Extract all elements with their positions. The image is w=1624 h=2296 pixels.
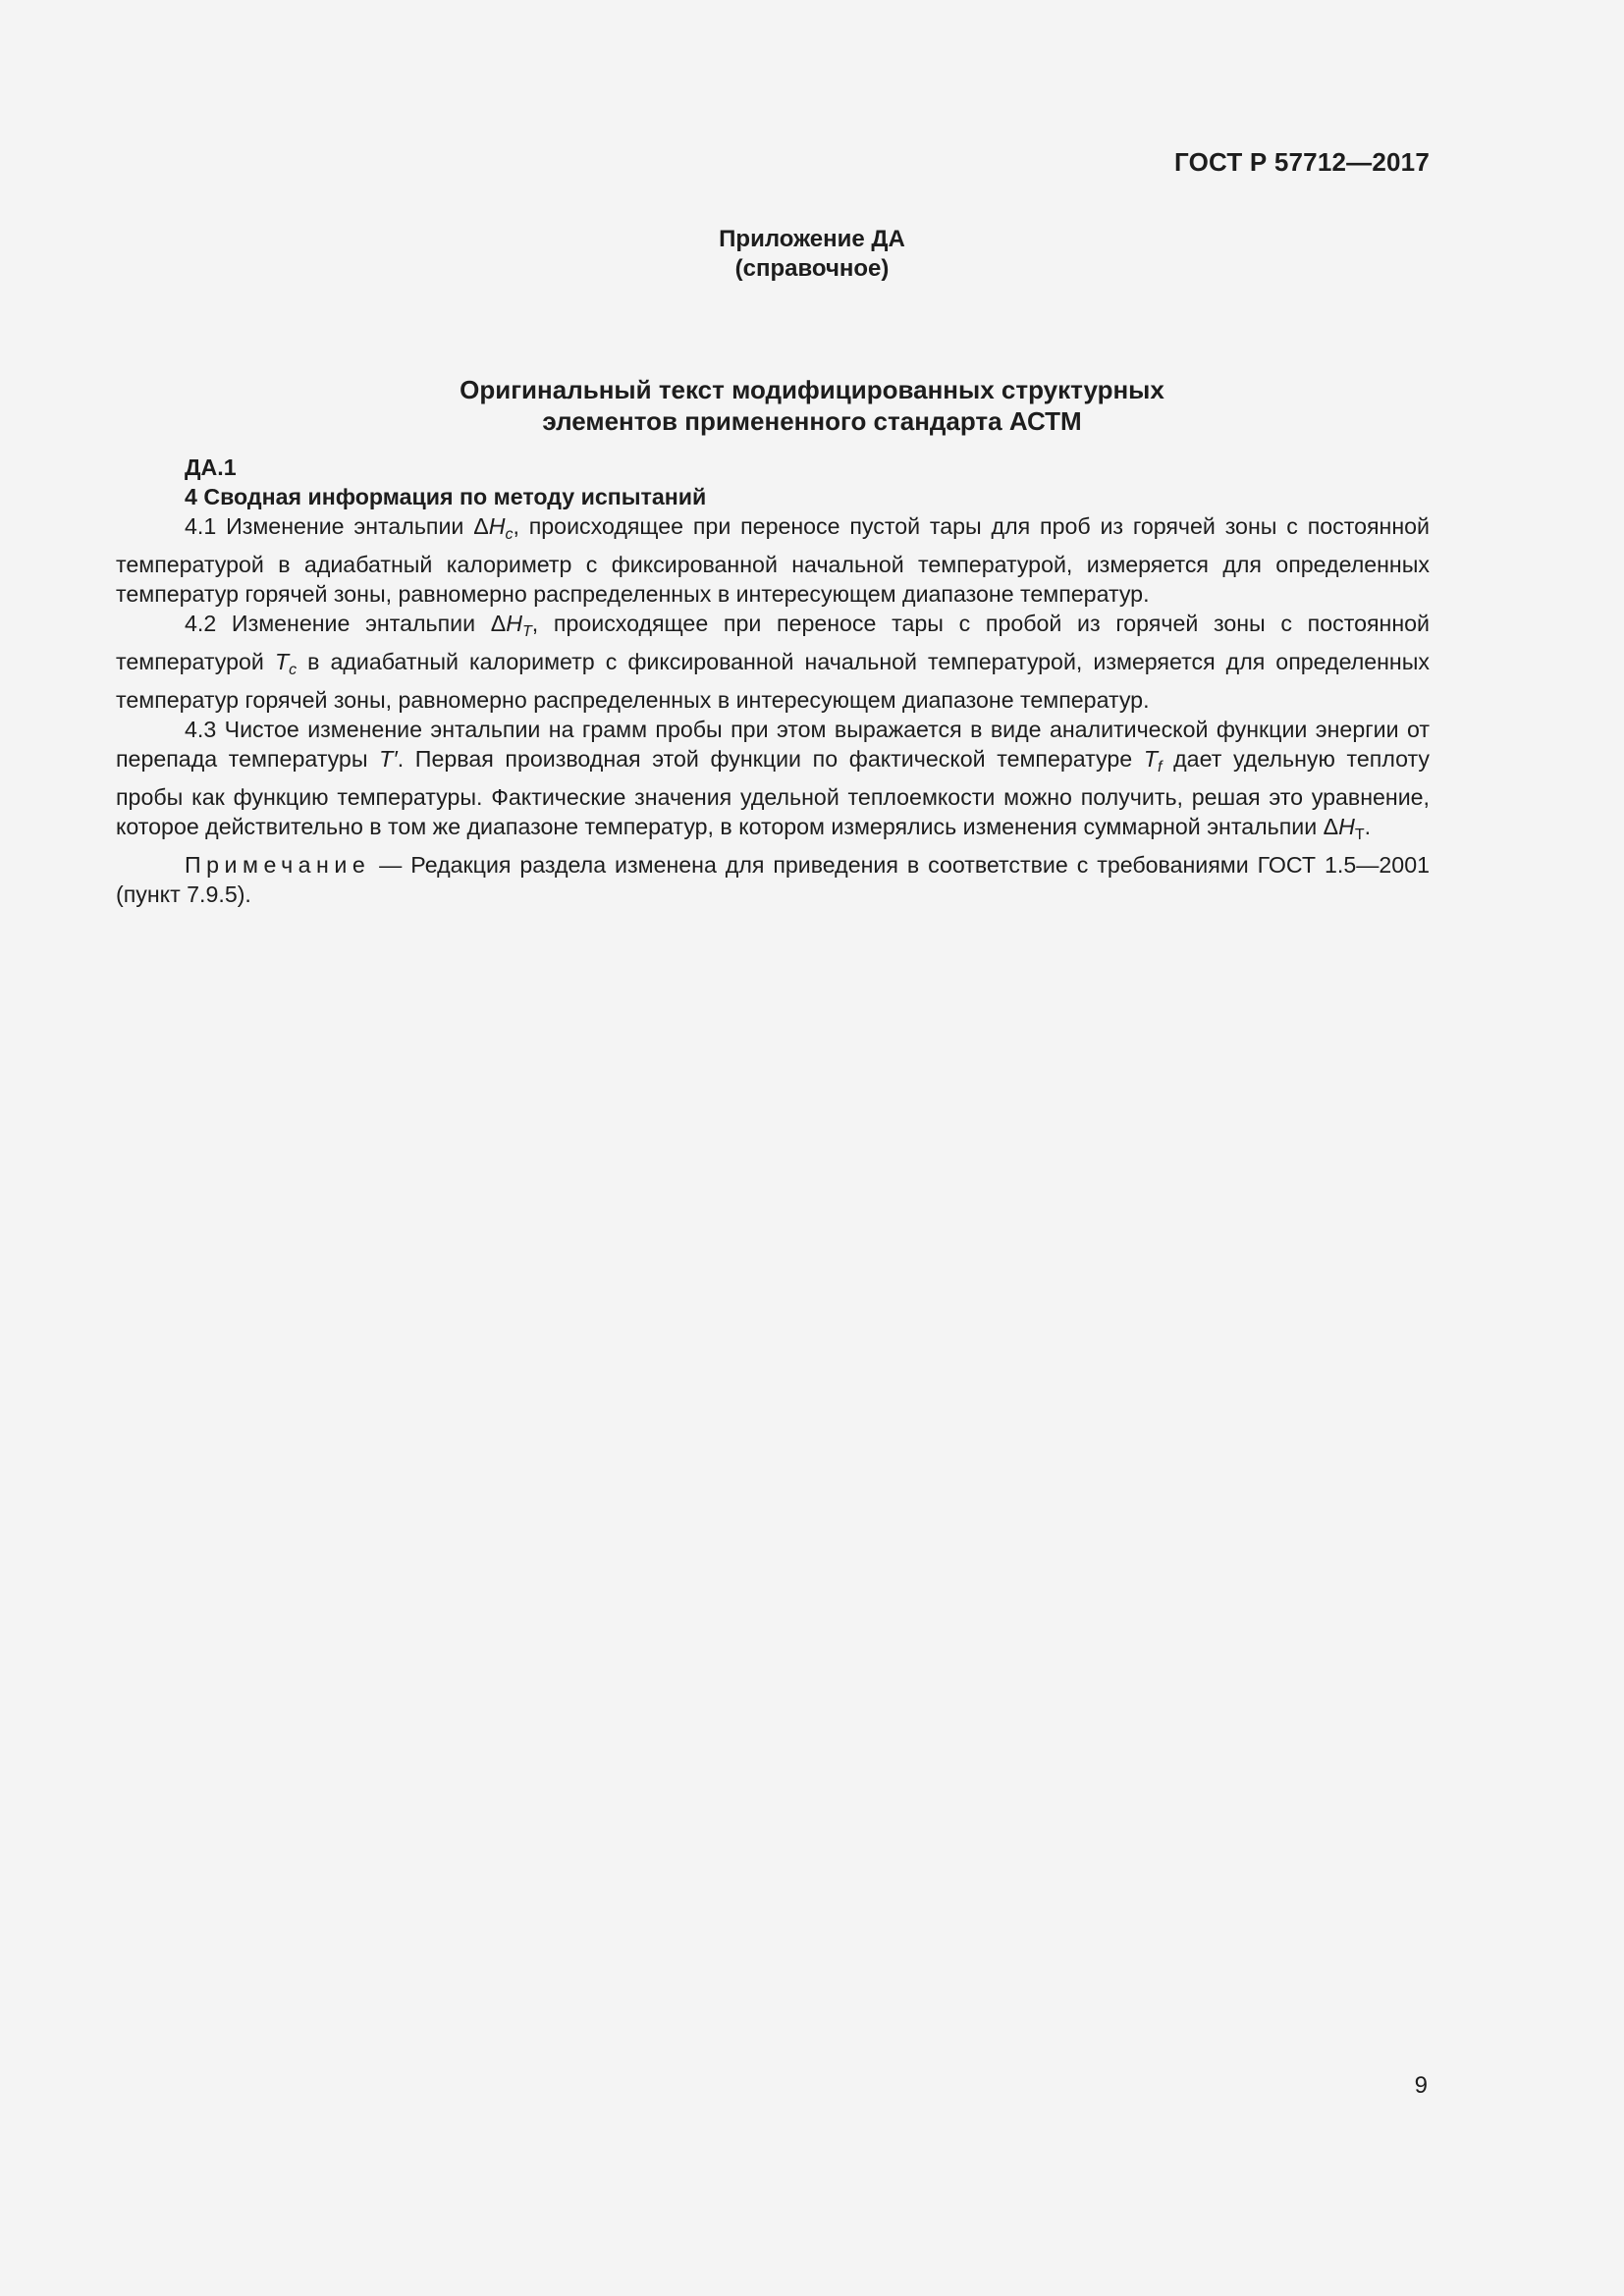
paragraph-4-3 — [116, 715, 1430, 850]
p42-before: 4.2 Изменение энтальпии — [185, 611, 491, 636]
annex-subtitle: (справочное) — [734, 255, 890, 282]
page-number: 9 — [1414, 2072, 1428, 2099]
da-heading: ДА.1 — [185, 454, 237, 480]
section-title — [0, 374, 1624, 437]
note-label: Примечание — [185, 852, 371, 878]
document-code: ГОСТ Р 57712—2017 — [1174, 147, 1430, 177]
p42-middle: , происходящее при переносе тары с пробой из горячей зоны с постоянной температурой — [116, 611, 1430, 674]
clause-heading: 4 Сводная информация по методу испытаний — [185, 484, 707, 509]
tf-symbol: $T_f$ — [1143, 746, 1163, 775]
section-title-line1: Оригинальный текст модифицированных структурных — [460, 375, 1164, 404]
delta-ht-symbol: $\Delta H_T$ — [490, 611, 532, 640]
t-prime-symbol: T′ — [379, 746, 398, 772]
p43-end: . — [1364, 814, 1372, 839]
delta-ht-symbol-2: $\Delta H_T$ — [1323, 814, 1365, 843]
paragraph-4-1 — [116, 511, 1430, 609]
document-body — [116, 453, 1430, 909]
p42-after: в адиабатный калориметр с фиксированной начальной температурой, измеряется для определенных температур горячей зоны, равномерно распределенных в интересующем диапазоне температур. — [116, 649, 1430, 713]
note-text: — Редакция раздела изменена для приведения в соответствие с требованиями ГОСТ 1.5—2001 (пункт 7.9.5). — [116, 852, 1430, 907]
paragraph-4-2 — [116, 609, 1430, 715]
p43-after: дает удельную теплоту пробы как функцию температуры. Фактические значения удельной теплоемкости можно получить, решая это уравнение, которое действительно в том же диапазоне температур, в котором измерялись изменения суммарной энтальпии — [116, 746, 1430, 839]
p41-after: , происходящее при переносе пустой тары для проб из горячей зоны с постоянной температурой в адиабатный калориметр с фиксированной начальной температурой, измеряется для определенных температур горячей зоны, равномерно распределенных в интересующем диапазоне температур. — [116, 513, 1431, 607]
annex-title: Приложение ДА — [719, 226, 905, 252]
p41-before: 4.1 Изменение энтальпии — [185, 513, 474, 539]
note — [116, 850, 1430, 909]
tc-symbol: $T_c$ — [274, 649, 298, 678]
p43-before: 4.3 Чистое изменение энтальпии на грамм пробы при этом выражается в виде аналитической функции энергии от перепада температуры — [116, 717, 1430, 772]
p43-middle: . Первая производная этой функции по фактической температуре — [397, 746, 1144, 772]
section-title-line2: элементов примененного стандарта АСТМ — [542, 406, 1082, 436]
delta-hc-symbol: $\Delta H_c$ — [473, 513, 514, 543]
annex-heading — [0, 225, 1624, 284]
